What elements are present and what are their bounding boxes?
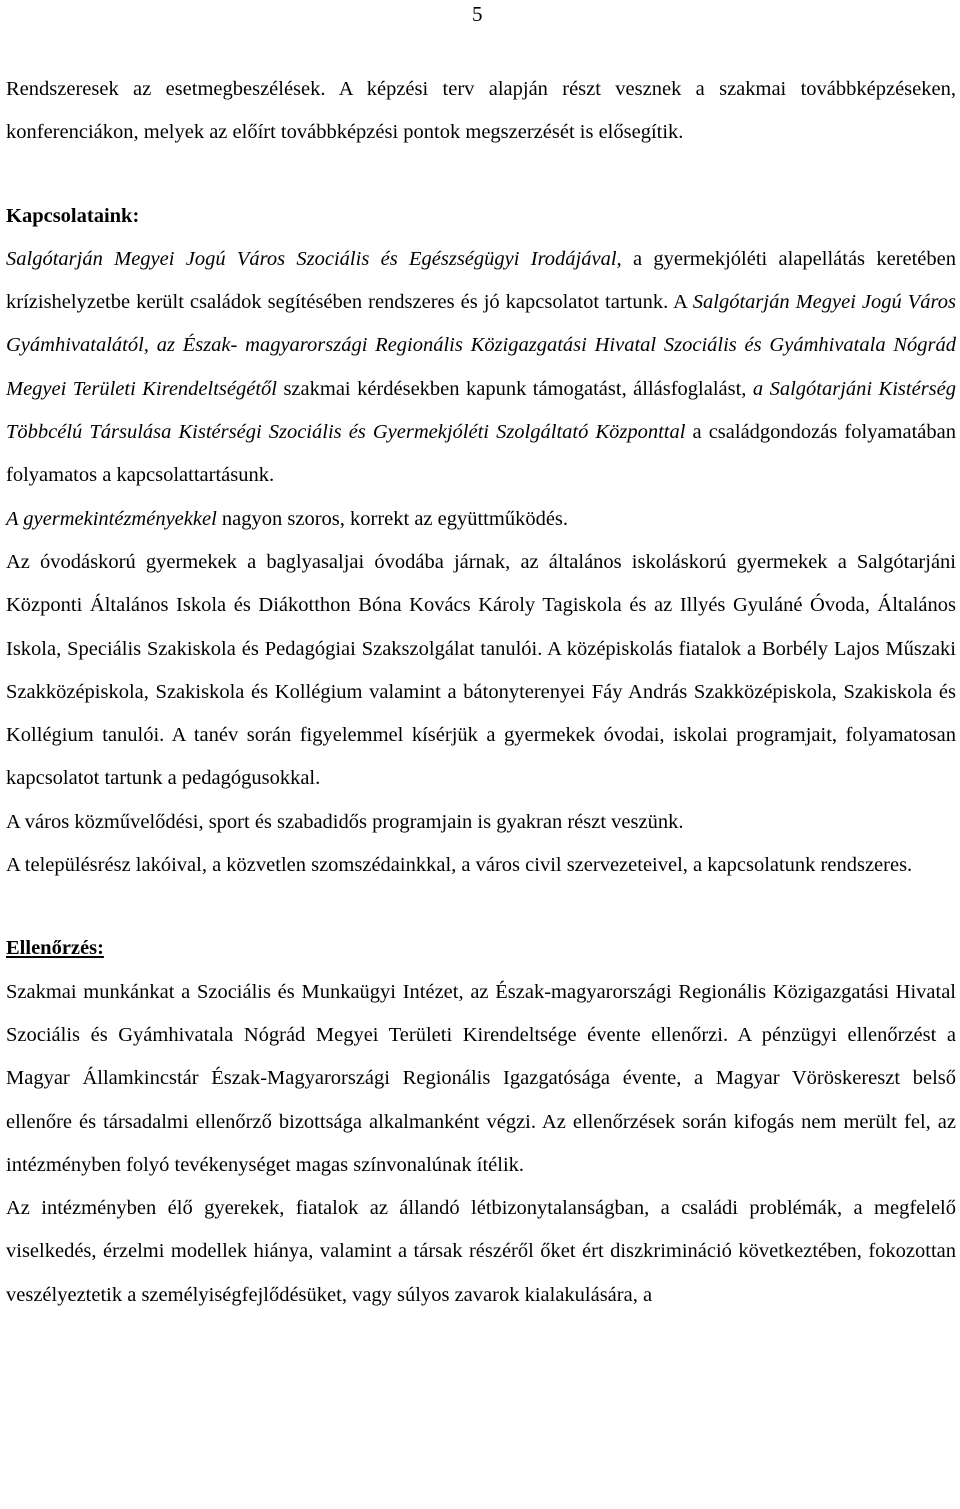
intro-paragraph: Rendszeresek az esetmegbeszélések. A képzési terv alapján részt vesznek a szakmai továbbképzéseken, konferenciákon, melyek az előírt továbbképzési pontok megszerzését is elősegítik. <box>6 78 956 144</box>
italic-institution-3: a Salgótarjáni Kistérség Többcélú Társulása Kistérségi Szociális és Gyermekjóléti Szolgáltató Központtal <box>6 377 956 444</box>
italic-institution-4: A gyermekintézményekkel <box>6 507 217 530</box>
italic-institution-1: Salgótarján Megyei Jogú Város Szociális és Egészségügyi Irodájával, <box>6 247 622 270</box>
kapcsolataink-paragraph-3: Az óvodáskorú gyermekek a baglyasaljai óvodába járnak, az általános iskoláskorú gyermekek a Salgótarjáni Központi Általános Iskola és Diákotthon Bóna Kovács Károly Tagiskola és az Illyés Gyuláné Óvoda, Általános Iskola, Speciális Szakiskola és Pedagógiai Szakszolgálat tanulói. A középiskolás fiatalok a Borbély Lajos Műszaki Szakközépiskola, Szakiskola és Kollégium valamint a bátonyterenyei Fáy András Szakközépiskola, Szakiskola és Kollégium tanulói. A tanév során figyelemmel kísérjük a gyermekek óvodai, iskolai programjait, folyamatosan kapcsolatot tartunk a pedagógusokkal. <box>6 550 956 790</box>
ellenorzes-paragraph-1: Szakmai munkánkat a Szociális és Munkaügyi Intézet, az Észak-magyarországi Regionális Közigazgatási Hivatal Szociális és Gyámhivatala Nógrád Megyei Területi Kirendeltsége évente ellenőrzi. A pénzügyi ellenőrzést a Magyar Államkincstár Észak-Magyarországi Regionális Igazgatósága évente, a Magyar Vöröskereszt belső ellenőre és társadalmi ellenőrző bizottsága alkalmanként végzi. Az ellenőrzések során kifogás nem merült fel, az intézményben folyó tevékenységet magas színvonalúnak ítélik. <box>6 980 956 1176</box>
text-run-2: szakmai kérdésekben kapunk támogatást, állásfoglalást, <box>277 377 753 400</box>
paragraph-gap <box>6 155 956 195</box>
ellenorzes-paragraph-2: Az intézményben élő gyerekek, fiatalok az állandó létbizonytalanságban, a családi problémák, a megfelelő viselkedés, érzelmi modellek hiánya, valamint a társak részéről őket ért diszkrimináció következtében, fokozottan veszélyeztetik a személyiségfejlődésüket, vagy súlyos zavarok kialakulására, a <box>6 1197 956 1306</box>
text-run-1: a gyermekjóléti alapellátás keretében krízishelyzetbe került családok segítésében rendszeres és jó kapcsolatot tartunk. A <box>6 247 956 314</box>
kapcsolataink-paragraph-5: A településrész lakóival, a közvetlen szomszédainkkal, a város civil szervezeteivel, a kapcsolatunk rendszeres. <box>6 854 913 877</box>
paragraph-gap <box>6 887 956 927</box>
page-number: 5 <box>472 2 483 26</box>
italic-institution-2: Salgótarján Megyei Jogú Város Gyámhivatalától, az Észak- magyarországi Regionális Közigazgatási Hivatal Szociális és Gyámhivatala Nógrád Megyei Területi Kirendeltségétől <box>6 291 956 400</box>
section-heading-ellenorzes: Ellenőrzés: <box>6 937 104 960</box>
text-run-3: a családgondozás folyamatában folyamatos a kapcsolattartásunk. <box>6 421 956 487</box>
document-body <box>6 68 956 1317</box>
section-heading-kapcsolataink: Kapcsolataink: <box>6 204 140 227</box>
kapcsolataink-paragraph-4: A város közművelődési, sport és szabadidős programjain is gyakran részt veszünk. <box>6 810 684 833</box>
kapcsolataink-paragraph-2 <box>6 498 956 541</box>
text-run-4: nagyon szoros, korrekt az együttműködés. <box>216 507 569 530</box>
kapcsolataink-paragraph-1 <box>6 238 956 498</box>
